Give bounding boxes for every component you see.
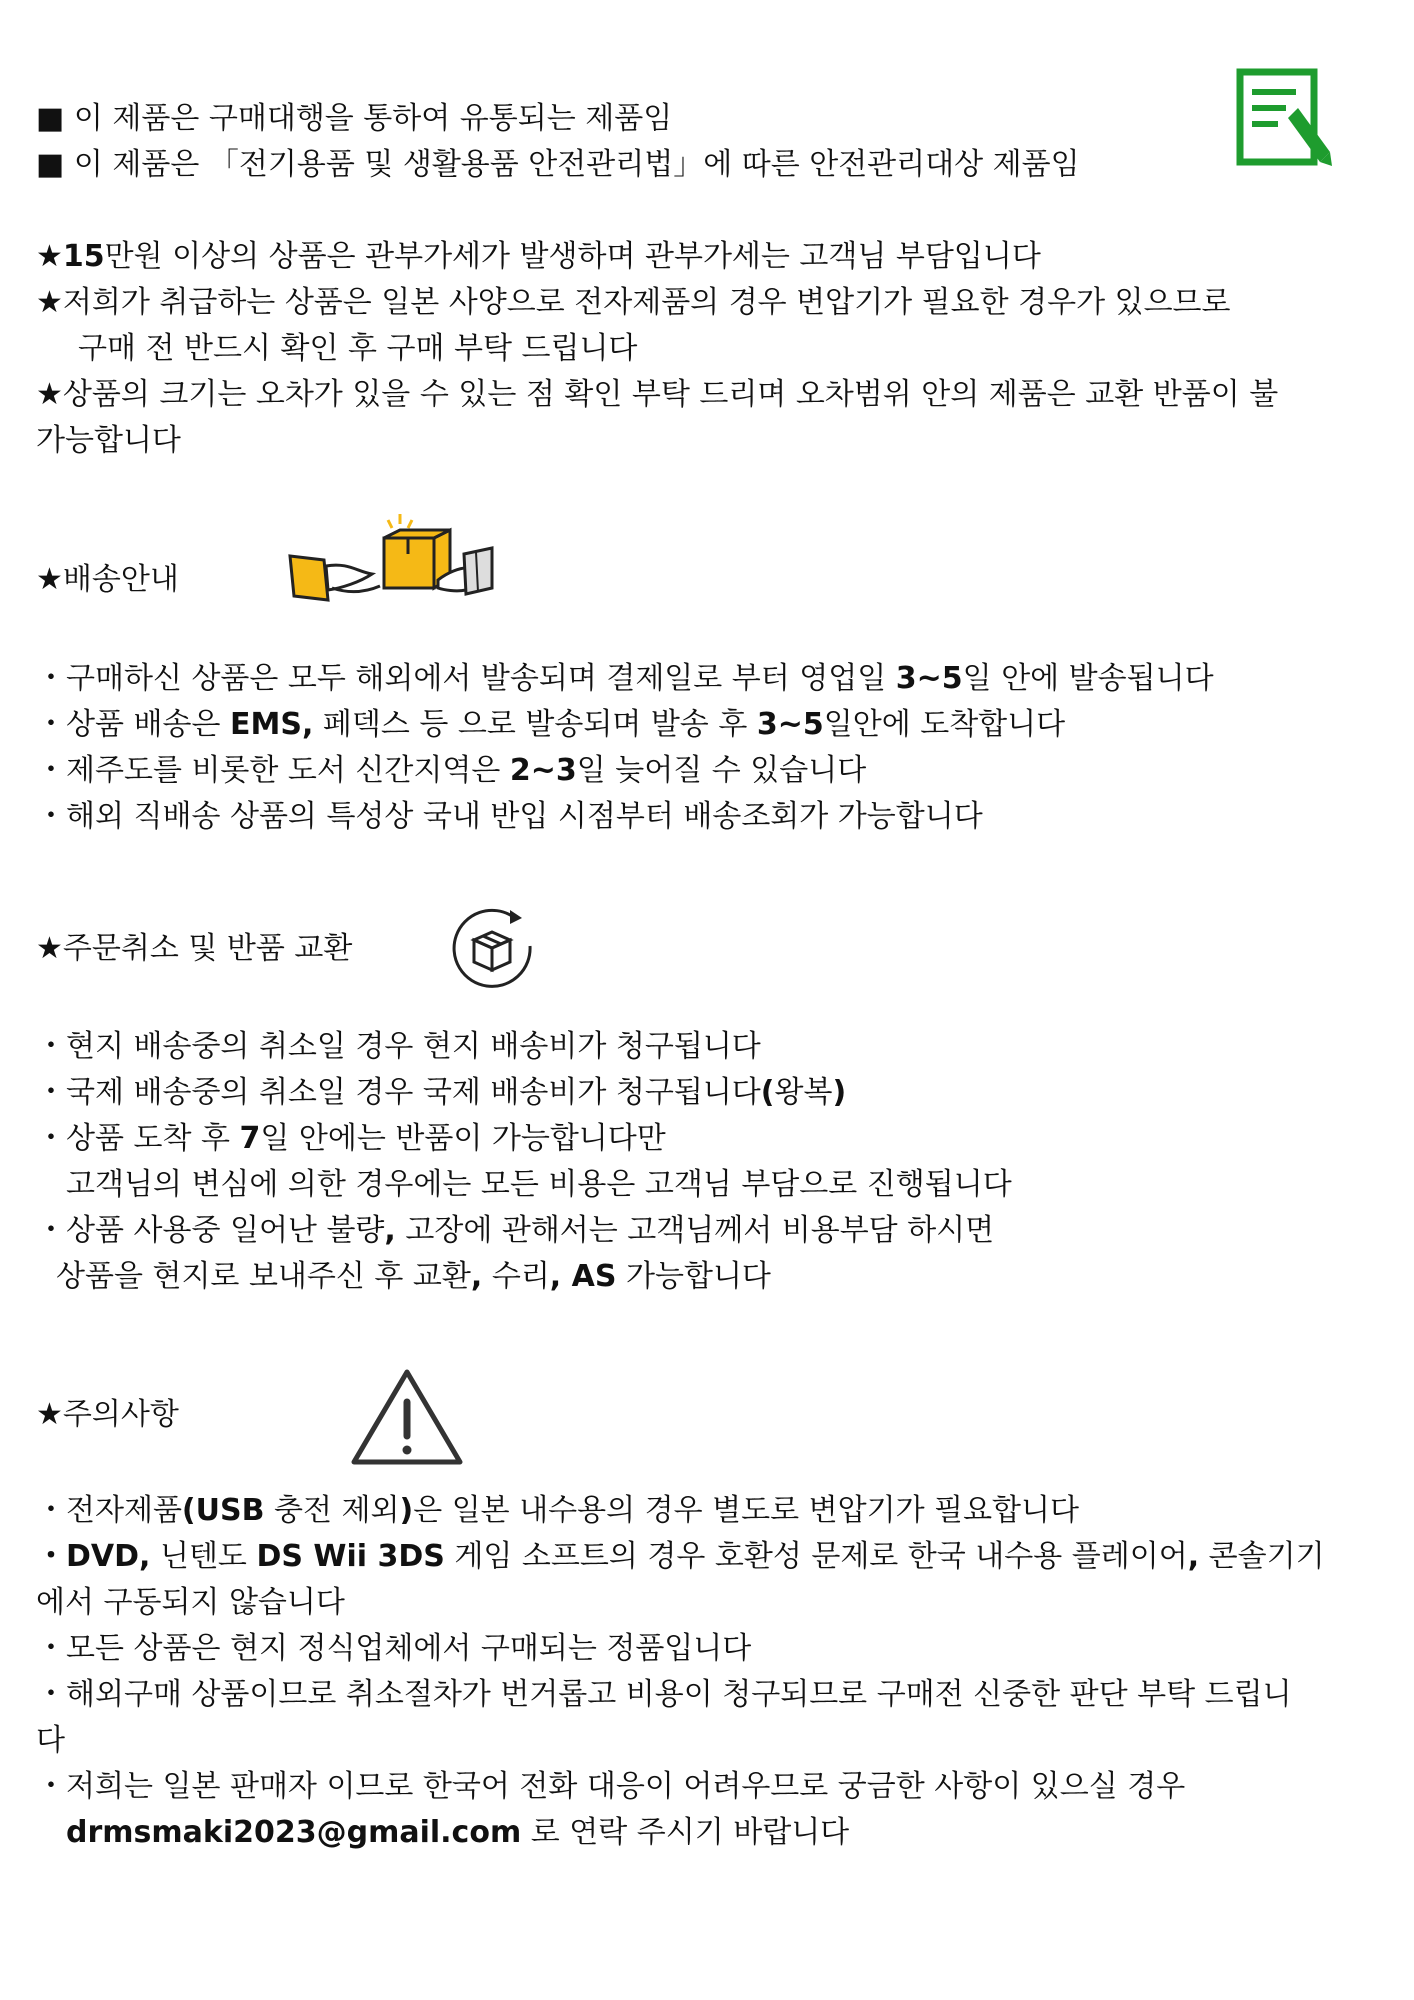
returns-item-3-text: ・상품 도착 후 [36,1121,240,1156]
returns-item-4 [36,1208,994,1254]
returns-item-2-roundtrip: 왕복 [774,1075,833,1110]
caution-item-2-consoles: DS Wii 3DS [256,1539,445,1574]
size-notice-2: 가능합니다 [36,423,181,458]
shipping-item-3-days: 2~3 [509,753,577,788]
caution-item-1-usb: (USB [181,1493,265,1528]
shipping-item-1-text: ・구매하신 상품은 모두 해외에서 발송되며 결제일로 부터 영업일 [36,661,896,696]
returns-item-1: ・현지 배송중의 취소일 경우 현지 배송비가 청구됩니다 [36,1029,761,1064]
returns-item-3 [36,1116,666,1162]
caution-item-2-tail: 콘솔기기 [1199,1539,1325,1574]
box-exchange-icon [448,906,536,994]
returns-item-3-days: 7 [239,1121,261,1156]
returns-item-2-text: ・국제 배송중의 취소일 경우 국제 배송비가 청구됩니다 [36,1075,761,1110]
shipping-item-2-tail: 일안에 도착합니다 [823,707,1066,742]
caution-item-1-tail: 은 일본 내수용의 경우 별도로 변압기가 필요합니다 [413,1493,1079,1528]
shipping-item-1-days: 3~5 [895,661,963,696]
caution-item-5-tail: 로 연락 주시기 바랍니다 [521,1815,850,1850]
returns-item-4-comma: , [384,1213,396,1248]
shipping-item-3 [36,748,866,794]
caution-item-2 [36,1534,1325,1580]
shipping-item-3-tail: 일 늦어질 수 있습니다 [576,753,867,788]
caution-item-2-comma: , [1187,1539,1200,1574]
returns-item-4-cont [56,1254,771,1300]
shipping-heading: ★배송안내 [36,562,179,597]
caution-item-1 [36,1488,1079,1534]
shipping-item-3-text: ・제주도를 비롯한 도서 신간지역은 [36,753,510,788]
tax-star: ★ [36,239,63,274]
caution-item-2-nintendo: 닌텐도 [150,1539,257,1574]
caution-item-4: ・해외구매 상품이므로 취소절차가 번거롭고 비용이 청구되므로 구매전 신중한 판단 부탁 드립니 [36,1677,1292,1712]
caution-item-1-charge: 충전 제외 [264,1493,400,1528]
tax-notice [36,234,1041,280]
returns-item-4b-as: , AS [549,1259,617,1294]
returns-item-4-tail: 고장에 관해서는 고객님께서 비용부담 하시면 [395,1213,995,1248]
caution-item-3: ・모든 상품은 현지 정식업체에서 구매되는 정품입니다 [36,1631,752,1666]
caution-item-1-paren: ) [399,1493,414,1528]
shipping-item-2-text: ・상품 배송은 [36,707,230,742]
caution-item-2-text: 게임 소프트의 경우 호환성 문제로 한국 내수용 플레이어 [444,1539,1188,1574]
shipping-item-1 [36,656,1214,702]
shipping-item-4: ・해외 직배송 상품의 특성상 국내 반입 시점부터 배송조회가 가능합니다 [36,799,983,834]
warning-triangle-icon [348,1364,466,1468]
shipping-item-2-mid: 페덱스 등 으로 발송되며 발송 후 [313,707,757,742]
caution-item-4-cont: 다 [36,1723,65,1758]
returns-item-4b-comma1: , [470,1259,483,1294]
returns-item-4b-tail: 가능합니다 [616,1259,771,1294]
spec-notice-2: 구매 전 반드시 확인 후 구매 부탁 드립니다 [78,331,638,366]
caution-heading: ★주의사항 [36,1397,179,1432]
shipping-item-1-tail: 일 안에 발송됩니다 [962,661,1214,696]
spec-notice-1: ★저희가 취급하는 상품은 일본 사양으로 전자제품의 경우 변압기가 필요한 경우가 있으므로 [36,285,1231,320]
returns-item-3-tail: 일 안에는 반품이 가능합니다만 [260,1121,666,1156]
notice-line-1: ■ 이 제품은 구매대행을 통하여 유통되는 제품임 [36,101,673,136]
caution-item-5: ・저희는 일본 판매자 이므로 한국어 전화 대응이 어려우므로 궁금한 사항이 있으실 경우 [36,1769,1186,1804]
caution-item-2-dvd: ・DVD, [36,1539,151,1574]
tax-text: 만원 이상의 상품은 관부가세가 발생하며 관부가세는 고객님 부담입니다 [104,239,1041,274]
returns-item-3-cont: 고객님의 변심에 의한 경우에는 모든 비용은 고객님 부담으로 진행됩니다 [66,1167,1012,1202]
contact-email[interactable]: drmsmaki2023@gmail.com [66,1815,522,1850]
notice-line-2: ■ 이 제품은 「전기용품 및 생활용품 안전관리법」에 따른 안전관리대상 제품임 [36,147,1080,182]
returns-heading: ★주문취소 및 반품 교환 [36,931,353,966]
shipping-item-2-ems: EMS, [229,707,314,742]
returns-item-4b-repair: 수리 [482,1259,550,1294]
returns-item-2 [36,1070,846,1116]
returns-item-4b-text: 상품을 현지로 보내주신 후 교환 [56,1259,471,1294]
caution-item-1-text: ・전자제품 [36,1493,182,1528]
caution-item-5-cont [66,1810,849,1856]
returns-item-2-paren-open: ( [760,1075,775,1110]
caution-item-2-cont: 에서 구동되지 않습니다 [36,1585,345,1620]
document-edit-icon [1234,66,1334,172]
size-notice-1: ★상품의 크기는 오차가 있을 수 있는 점 확인 부탁 드리며 오차범위 안의 제품은 교환 반품이 불 [36,377,1279,412]
returns-item-2-paren-close: ) [832,1075,847,1110]
tax-amount: 15 [62,239,105,274]
shipping-item-2-days: 3~5 [756,707,824,742]
shipping-item-2 [36,702,1065,748]
returns-item-4-text: ・상품 사용중 일어난 불량 [36,1213,385,1248]
package-handover-icon [288,508,494,608]
